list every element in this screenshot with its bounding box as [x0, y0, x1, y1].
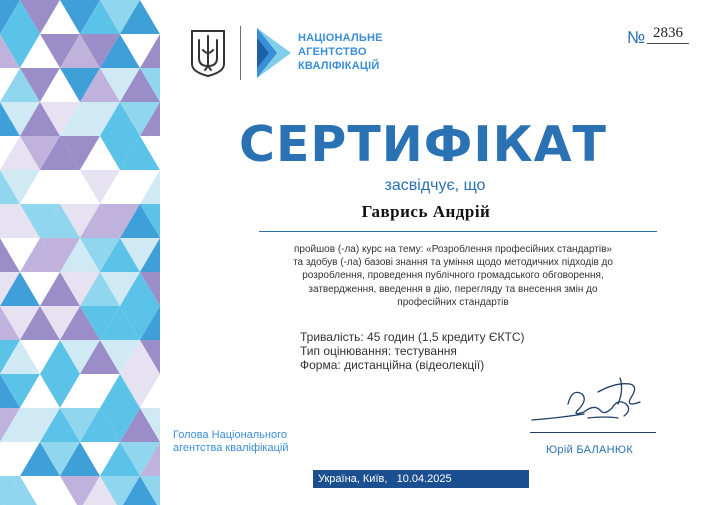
agency-name-line-1: НАЦІОНАЛЬНЕ: [298, 32, 383, 44]
format-detail: Форма: дистанційна (відеолекції): [300, 358, 485, 372]
signatory-name: Юрій БАЛАНЮК: [546, 444, 634, 456]
certifies-text: засвідчує, що: [384, 177, 486, 194]
agency-arrow-logo-icon: [255, 26, 293, 80]
course-description-line-1: пройшов (-ла) курс на тему: «Розроблення професійних стандартів»: [294, 244, 612, 255]
ukraine-trident-icon: [189, 28, 227, 78]
certificate-number: 2836: [647, 23, 689, 44]
agency-name-line-2: АГЕНТСТВО: [298, 46, 367, 58]
signatory-position-line-2: агентства кваліфікацій: [173, 442, 289, 454]
course-description-line-3: розроблення, проведення публічного громадського обговорення,: [302, 270, 604, 281]
assessment-detail: Тип оцінювання: тестування: [300, 344, 457, 358]
agency-name-line-3: КВАЛІФІКАЦІЙ: [298, 60, 380, 72]
recipient-underline: [259, 231, 657, 232]
course-description-line-4: затвердження, введення в дію, перегляду та внесення змін до: [308, 284, 598, 295]
place-and-date: Україна, Київ, 10.04.2025: [318, 473, 452, 485]
recipient-name: Гаврись Андрій: [361, 202, 491, 221]
duration-detail: Тривалість: 45 годин (1,5 кредиту ЄКТС): [300, 330, 525, 344]
header-divider: [240, 26, 241, 80]
certificate-number-label: №: [627, 28, 646, 47]
signature-line: [530, 432, 656, 433]
course-description-line-5: професійних стандартів: [397, 297, 509, 308]
signatory-position-line-1: Голова Національного: [173, 429, 287, 441]
decorative-triangle-pattern: [0, 0, 160, 505]
course-description-line-2: та здобув (-ла) базові знання та уміння щодо методичних підходів до: [293, 257, 613, 268]
certificate-title: СЕРТИФІКАТ: [238, 116, 607, 173]
handwritten-signature: [528, 374, 656, 434]
